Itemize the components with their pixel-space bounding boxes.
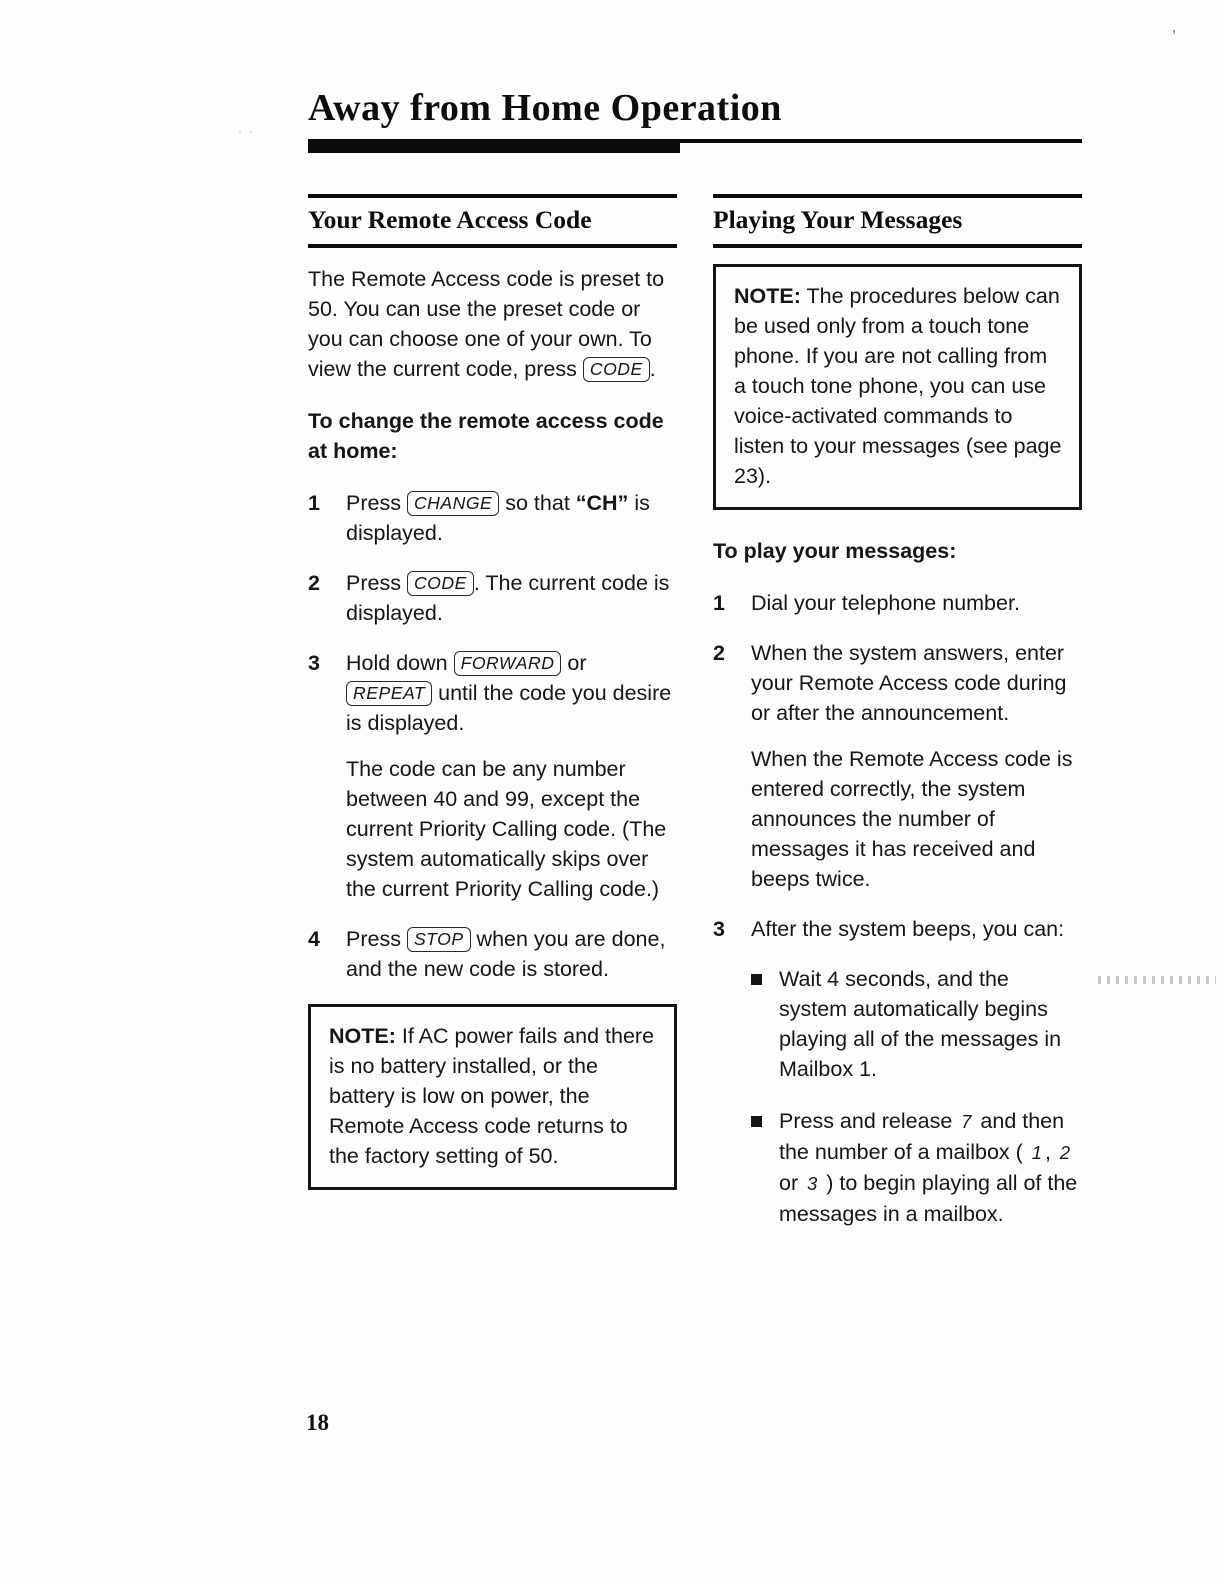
step-text: Hold down FORWARD or REPEAT until the code you desire is displayed.	[346, 651, 672, 735]
step-item	[308, 648, 677, 738]
keycap-repeat-button: REPEAT	[346, 681, 432, 706]
note-box-power-failure	[308, 1004, 677, 1190]
step2-continuation-paragraph: When the Remote Access code is entered correctly, the system announces the number of messages it has received and beeps twice.	[751, 747, 1073, 891]
dial-key-1: 1	[1031, 1142, 1042, 1163]
step-item	[713, 588, 1082, 618]
section-remote-access-code	[308, 194, 677, 1251]
step-number: 3	[713, 917, 725, 941]
dial-key-7: 7	[961, 1111, 972, 1132]
scan-artifact	[1098, 976, 1216, 984]
step-item	[713, 914, 1082, 944]
step-item	[308, 924, 677, 984]
intro-paragraph: The Remote Access code is preset to 50. You can use the preset code or you can choose one of your own. To view the current code, press CODE .	[308, 267, 665, 381]
note-body: If AC power fails and there is no battery installed, or the battery is low on power, the Remote Access code returns to the factory setting of 50.	[329, 1024, 655, 1168]
bullet-text: Press and release 7 and then the number of a mailbox ( 1 , 2 or 3 ) to begin playing all of the messages in a mailbox.	[779, 1109, 1078, 1226]
note-box-touch-tone	[713, 264, 1082, 510]
bullet-square-icon	[751, 1116, 762, 1127]
scan-speck-icon: · ·	[238, 124, 256, 138]
title-rule	[308, 139, 1082, 153]
step3-continuation-paragraph: The code can be any number between 40 and 99, except the current Priority Calling code. (The system automatically skips over the current Priority Calling code.)	[346, 757, 667, 901]
bullet-square-icon	[751, 974, 762, 985]
scan-speck-icon: ’	[1172, 27, 1180, 47]
note-body: The procedures below can be used only from a touch tone phone. If you are not calling from a touch tone phone, you can use voice-activated commands to listen to your messages (see page 23).	[734, 284, 1062, 488]
step-number: 1	[713, 591, 725, 615]
content-columns	[308, 194, 1082, 1251]
step-item	[713, 638, 1082, 728]
step-text: Press STOP when you are done, and the new code is stored.	[346, 927, 666, 981]
step-number: 2	[308, 571, 320, 595]
keycap-code-button: CODE	[583, 357, 650, 382]
step-number: 2	[713, 641, 725, 665]
dial-key-3: 3	[807, 1173, 818, 1194]
note-label: NOTE:	[734, 284, 801, 308]
keycap-change-button: CHANGE	[407, 491, 499, 516]
bullet-text: Wait 4 seconds, and the system automatically begins playing all of the messages in Mailbox 1.	[779, 967, 1062, 1081]
subheading-change-code: To change the remote access code at home:	[308, 409, 664, 463]
step-number: 1	[308, 491, 320, 515]
step-text: When the system answers, enter your Remote Access code during or after the announcement.	[751, 641, 1067, 725]
section-header-remote-access: Your Remote Access Code	[308, 194, 677, 248]
bullet-item	[751, 1106, 1082, 1229]
step-text: Dial your telephone number.	[751, 591, 1020, 615]
dial-key-2: 2	[1059, 1142, 1071, 1163]
title-rule-thick	[308, 139, 680, 153]
note-text	[329, 1021, 658, 1171]
page-number: 18	[306, 1410, 329, 1435]
page-title: Away from Home Operation	[308, 87, 782, 129]
step-item	[308, 568, 677, 628]
step-text: Press CHANGE so that “CH” is displayed.	[346, 491, 650, 545]
keycap-code-button: CODE	[407, 571, 474, 596]
section-header-playing-messages: Playing Your Messages	[713, 194, 1082, 248]
note-label: NOTE:	[329, 1024, 396, 1048]
note-text	[734, 281, 1063, 491]
title-rule-thin	[680, 139, 1082, 143]
step-text: After the system beeps, you can:	[751, 917, 1065, 941]
step-number: 4	[308, 927, 320, 951]
step-item	[308, 488, 677, 548]
step-text: Press CODE . The current code is displayed.	[346, 571, 670, 625]
keycap-forward-button: FORWARD	[454, 651, 562, 676]
title-block	[308, 86, 1082, 153]
section-playing-messages	[713, 194, 1082, 1251]
subheading-play-messages: To play your messages:	[713, 539, 957, 563]
keycap-stop-button: STOP	[407, 927, 471, 952]
step-number: 3	[308, 651, 320, 675]
bullet-item	[751, 964, 1082, 1084]
